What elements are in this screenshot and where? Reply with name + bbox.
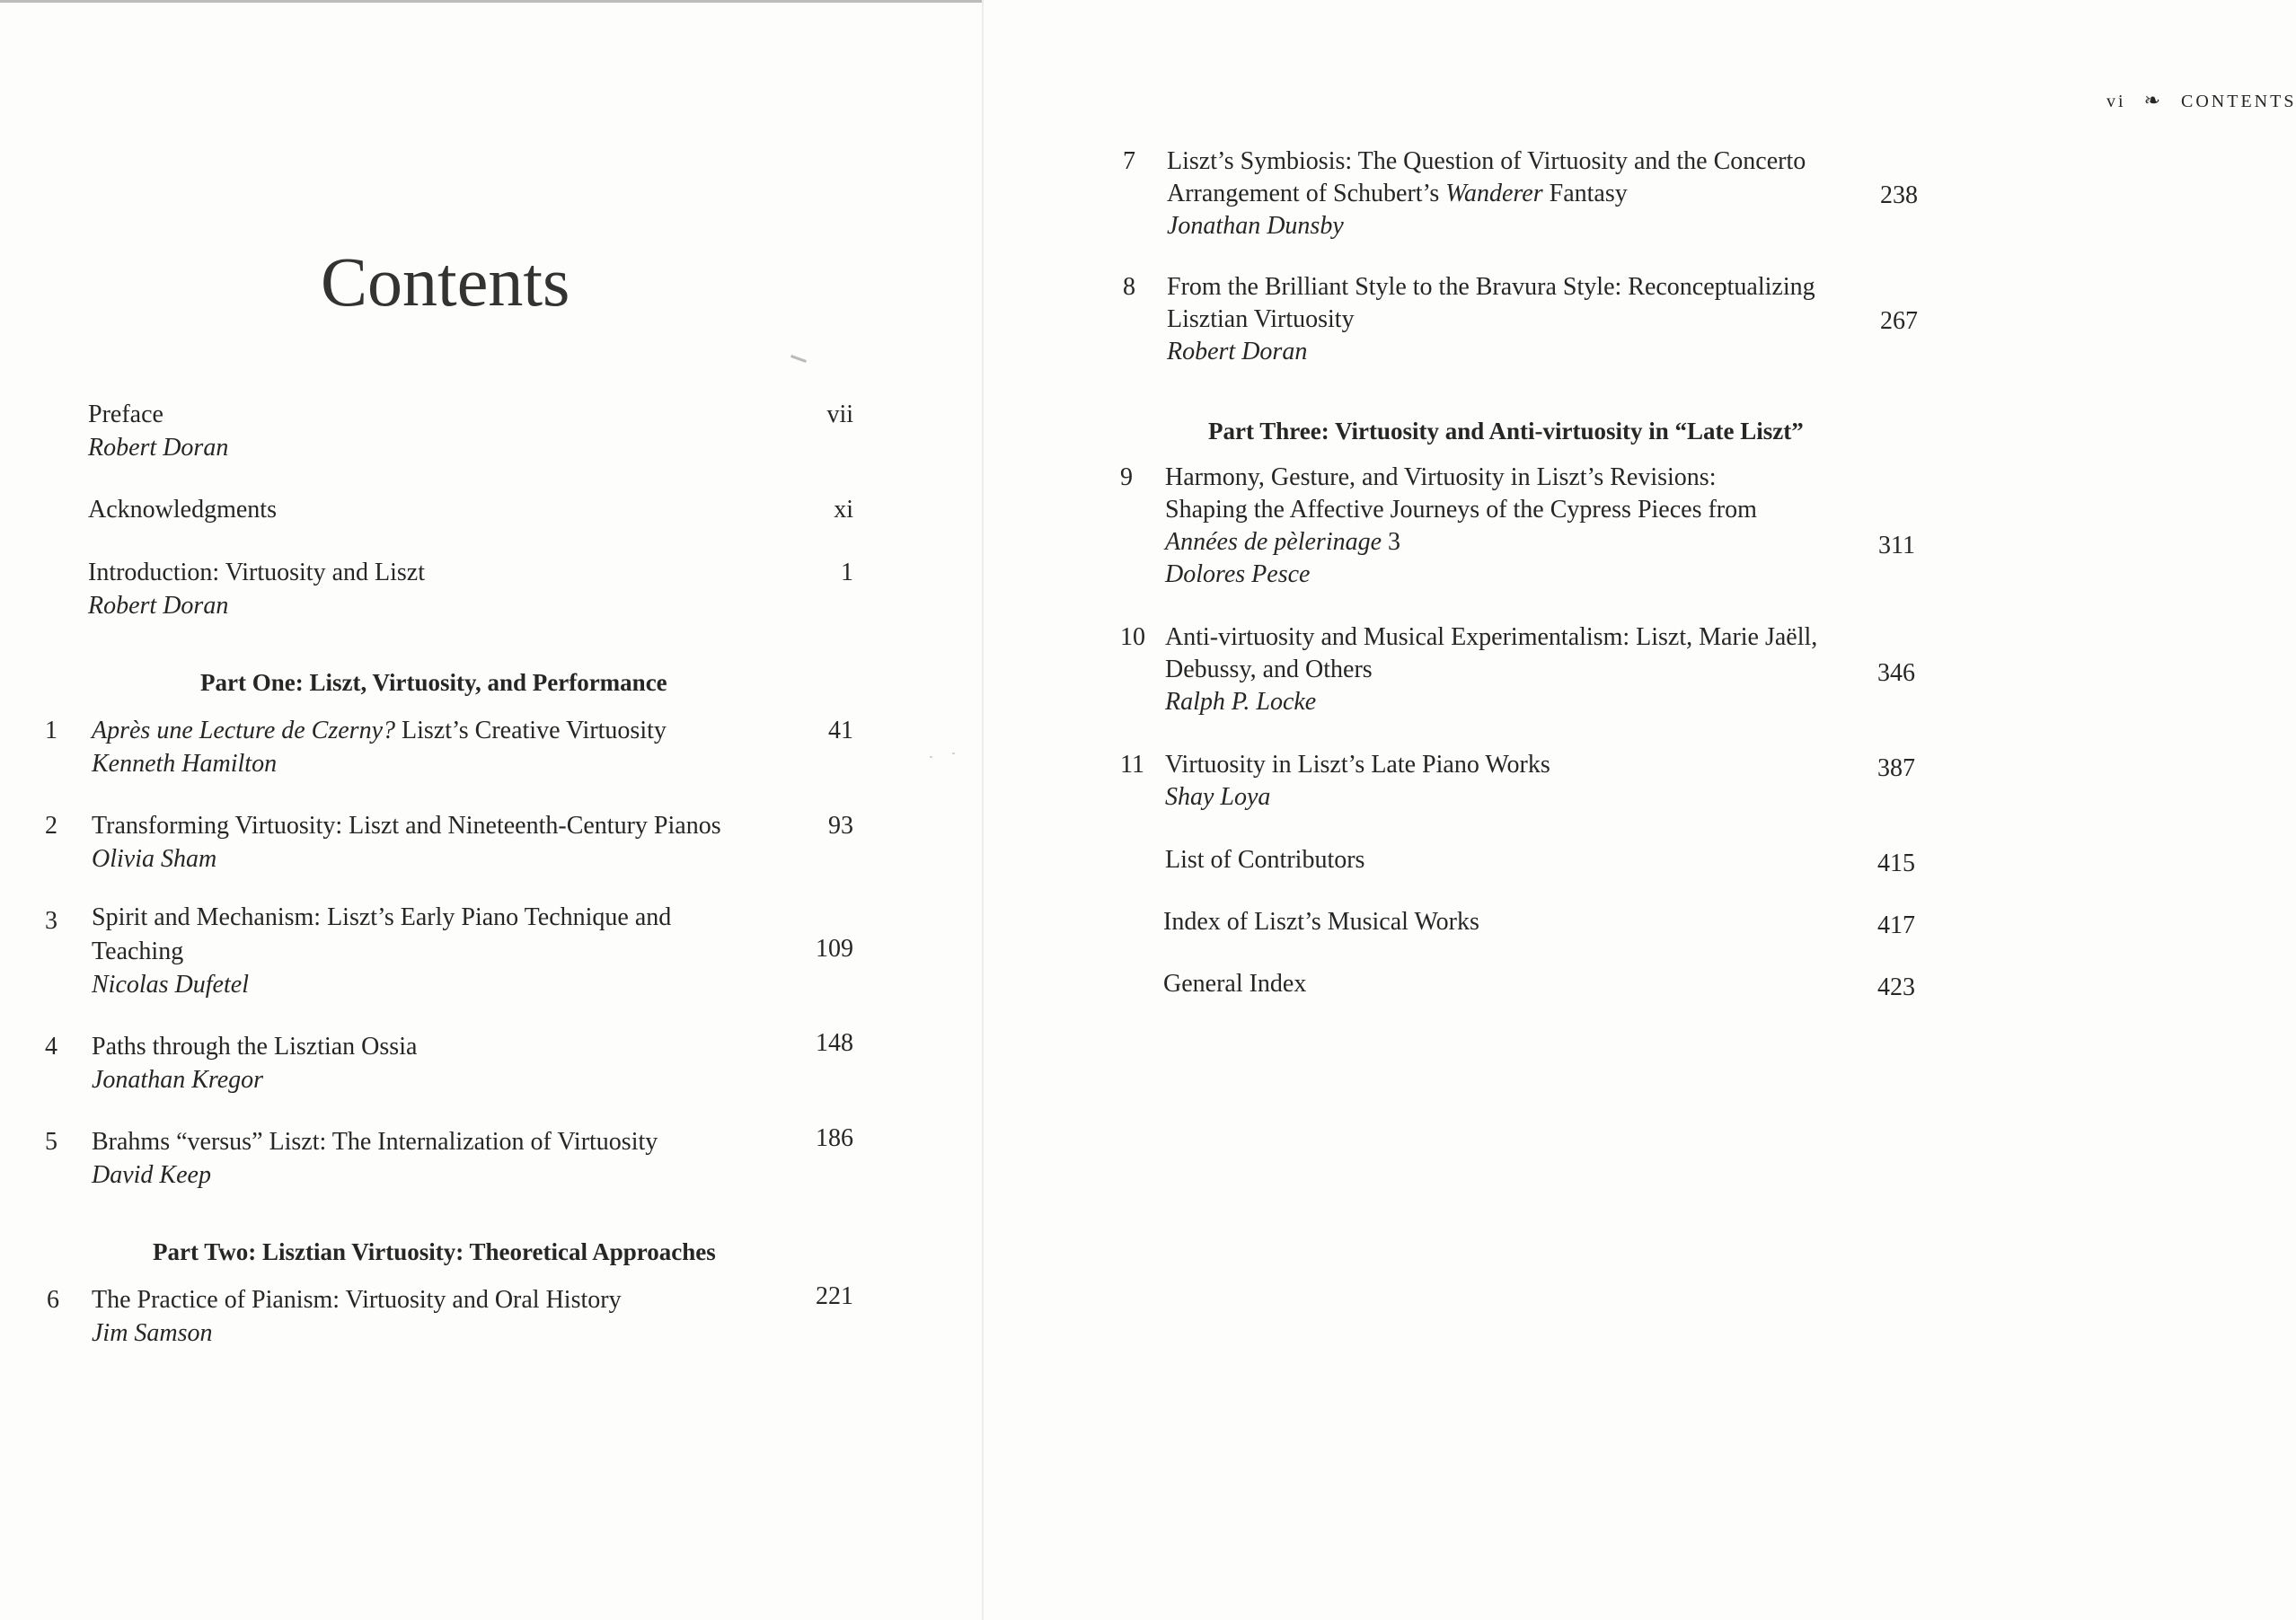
chapter-page: 267	[1880, 307, 1918, 335]
running-head-title: CONTENTS	[2181, 92, 2296, 111]
chapter-title-line2	[1167, 178, 1628, 210]
chapter-page: 41	[828, 717, 853, 744]
chapter-author: Jonathan Kregor	[92, 1066, 264, 1094]
chapter-author: Jim Samson	[92, 1319, 213, 1347]
chapter-title-italic: Après une Lecture de Czerny?	[92, 717, 395, 744]
acknowledgments-title: Acknowledgments	[88, 496, 277, 524]
preface-title: Preface	[88, 401, 163, 428]
chapter-author: Robert Doran	[1167, 338, 1308, 365]
contributors-page: 415	[1877, 850, 1915, 877]
chapter-number: 8	[1123, 273, 1135, 301]
chapter-page: 186	[816, 1124, 853, 1152]
chapter-author: Shay Loya	[1165, 783, 1271, 811]
general-index-title: General Index	[1163, 970, 1307, 998]
chapter-author: Olivia Sham	[92, 845, 217, 873]
part-three-heading: Part Three: Virtuosity and Anti-virtuosity in “Late Liszt”	[1208, 418, 1804, 445]
introduction-page: 1	[841, 559, 853, 586]
left-page	[0, 0, 984, 1620]
chapter-title: Paths through the Lisztian Ossia	[92, 1033, 418, 1061]
chapter-page: 93	[828, 812, 853, 840]
chapter-author: Jonathan Dunsby	[1167, 212, 1344, 240]
title-italic: Wanderer	[1445, 180, 1543, 207]
chapter-page: 221	[816, 1282, 853, 1310]
chapter-number: 11	[1120, 751, 1144, 779]
contributors-title: List of Contributors	[1165, 846, 1365, 874]
running-head	[2106, 86, 2296, 116]
page-title: Contents	[321, 242, 570, 321]
chapter-title-line2: Debussy, and Others	[1165, 656, 1373, 683]
scan-speck	[930, 756, 932, 758]
chapter-page: 311	[1878, 532, 1915, 559]
title-text: 3	[1382, 528, 1401, 556]
title-text: Arrangement of Schubert’s	[1167, 180, 1446, 207]
chapter-number: 6	[47, 1286, 59, 1314]
chapter-title-line1: Anti-virtuosity and Musical Experimentalism: Liszt, Marie Jaëll,	[1165, 623, 1818, 651]
chapter-author: David Keep	[92, 1161, 211, 1189]
right-page	[984, 0, 2296, 1620]
chapter-number: 10	[1120, 623, 1145, 651]
chapter-number: 3	[45, 907, 57, 935]
folio: vi	[2106, 92, 2126, 111]
chapter-number: 4	[45, 1033, 57, 1061]
works-index-title: Index of Liszt’s Musical Works	[1163, 908, 1479, 936]
chapter-number: 1	[45, 717, 57, 744]
works-index-page: 417	[1877, 911, 1915, 939]
chapter-author: Dolores Pesce	[1165, 560, 1311, 588]
chapter-title-line1: From the Brilliant Style to the Bravura Style: Reconceptualizing	[1167, 273, 1815, 301]
fleuron-icon: ❧	[2143, 89, 2163, 111]
chapter-title-line1: Liszt’s Symbiosis: The Question of Virtuosity and the Concerto	[1167, 147, 1806, 175]
chapter-number: 7	[1123, 147, 1135, 175]
chapter-page: 238	[1880, 181, 1918, 209]
title-italic: Années de pèlerinage	[1165, 528, 1382, 556]
chapter-title: Brahms “versus” Liszt: The Internalization of Virtuosity	[92, 1128, 658, 1156]
chapter-title-line3	[1165, 526, 1400, 559]
chapter-title	[92, 715, 667, 747]
chapter-title-line2: Teaching	[92, 938, 184, 965]
scan-speck	[952, 753, 955, 754]
introduction-author: Robert Doran	[88, 592, 229, 620]
chapter-author: Kenneth Hamilton	[92, 750, 278, 778]
part-two-heading: Part Two: Lisztian Virtuosity: Theoretical Approaches	[153, 1238, 716, 1265]
introduction-title: Introduction: Virtuosity and Liszt	[88, 559, 425, 586]
chapter-title: Virtuosity in Liszt’s Late Piano Works	[1165, 751, 1550, 779]
chapter-author: Nicolas Dufetel	[92, 971, 249, 999]
chapter-page: 109	[816, 935, 853, 963]
chapter-title-line1: Spirit and Mechanism: Liszt’s Early Piano Technique and	[92, 903, 672, 931]
chapter-author: Ralph P. Locke	[1165, 688, 1317, 716]
chapter-title: The Practice of Pianism: Virtuosity and Oral History	[92, 1286, 622, 1314]
chapter-title-line2: Lisztian Virtuosity	[1167, 305, 1355, 333]
chapter-number: 5	[45, 1128, 57, 1156]
part-one-heading: Part One: Liszt, Virtuosity, and Performance	[200, 669, 667, 696]
preface-author: Robert Doran	[88, 434, 229, 462]
chapter-page: 346	[1877, 659, 1915, 687]
chapter-number: 9	[1120, 463, 1133, 491]
chapter-title-line2: Shaping the Affective Journeys of the Cypress Pieces from	[1165, 496, 1757, 524]
chapter-title-line1: Harmony, Gesture, and Virtuosity in Liszt’s Revisions:	[1165, 463, 1717, 491]
general-index-page: 423	[1877, 973, 1915, 1001]
chapter-page: 387	[1877, 754, 1915, 782]
chapter-number: 2	[45, 812, 57, 840]
stray-mark	[790, 355, 807, 363]
chapter-page: 148	[816, 1029, 853, 1057]
preface-page: vii	[826, 401, 853, 428]
title-text: Fantasy	[1542, 180, 1628, 207]
chapter-title-rest: Liszt’s Creative Virtuosity	[395, 717, 667, 744]
chapter-title: Transforming Virtuosity: Liszt and Nineteenth-Century Pianos	[92, 812, 721, 840]
acknowledgments-page: xi	[834, 496, 853, 524]
